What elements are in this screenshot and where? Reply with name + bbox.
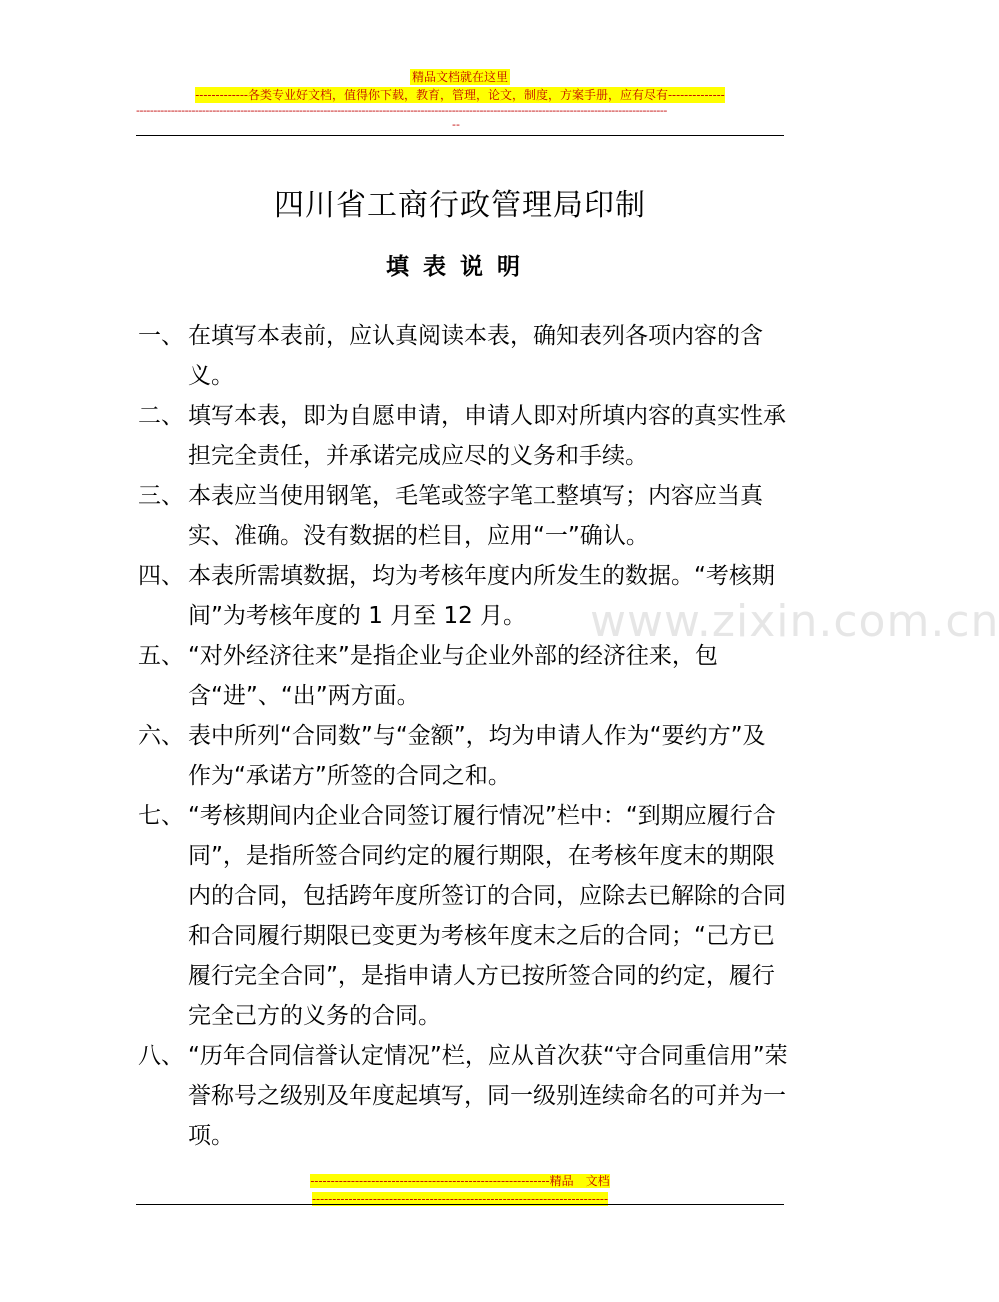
instruction-item [138,556,788,636]
instruction-item [138,396,788,476]
instruction-text: “考核期间内企业合同签订履行情况”栏中：“到期应履行合同”，是指所签合同约定的履行期限，在考核年度末的期限内的合同，包括跨年度所签订的合同，应除去已解除的合同和合同履行期限已变更为考核年度末之后的合同；“己方已履行完全合同”，是指申请人方已按所签合同的约定，履行完全己方的义务的合同。 [188,803,786,1029]
footer-banner-line-2-text: ------------------------------------------------------------------------- [312,1192,608,1206]
instruction-text: 在填写本表前，应认真阅读本表，确知表列各项内容的含义。 [188,323,763,389]
header-banner-title-text: 精品文档就在这里 [411,70,508,84]
instruction-item [138,1036,788,1156]
instruction-text: 表中所列“合同数”与“金额”，均为申请人作为“要约方”及作为“承诺方”所签的合同之和。 [188,723,766,789]
header-banner-line [0,84,920,103]
instruction-item [138,316,788,396]
instruction-item [138,796,788,1036]
instruction-text: “历年合同信誉认定情况”栏，应从首次获“守合同重信用”荣誉称号之级别及年度起填写，同一级别连续命名的可并为一项。 [188,1043,788,1149]
instruction-text: 填写本表，即为自愿申请，申请人即对所填内容的真实性承担完全责任，并承诺完成应尽的义务和手续。 [188,403,786,469]
header-banner-title [0,66,920,85]
header-dash-line: --------------------------------------------------------------------------------------------------------------------------------------------------------- [136,104,667,117]
header-divider [136,135,784,136]
instruction-list [138,316,788,1156]
instruction-number: 二、 [138,403,184,429]
instruction-number: 四、 [138,563,184,589]
instruction-number: 一、 [138,323,184,349]
instruction-number: 八、 [138,1043,184,1069]
header-banner-line-text: -------------各类专业好文档，值得你下载，教育，管理，论文，制度，方案手册，应有尽有-------------- [195,88,725,102]
instruction-text: “对外经济往来”是指企业与企业外部的经济往来，包含“进”、“出”两方面。 [188,643,718,709]
header-dash-line-continuation: -- [452,118,460,131]
instruction-text: 本表应当使用钢笔，毛笔或签字笔工整填写；内容应当真实、准确。没有数据的栏目，应用“一”确认。 [188,483,763,549]
instruction-number: 六、 [138,723,184,749]
document-title: 四川省工商行政管理局印制 [274,188,646,223]
instruction-item [138,716,788,796]
instruction-item [138,636,788,716]
footer-banner-line-1-text: -----------------------------------------------------------精品 文档 [310,1174,610,1188]
instruction-number: 三、 [138,483,184,509]
instruction-number: 五、 [138,643,184,669]
instruction-text: 本表所需填数据，均为考核年度内所发生的数据。“考核期间”为考核年度的 1 月至 12 月。 [188,563,775,629]
footer-banner-line-1 [0,1170,920,1189]
instruction-number: 七、 [138,803,184,829]
footer-divider [136,1204,784,1205]
watermark: www.zixin.com.cn [590,596,999,647]
document-subtitle: 填表说明 [386,253,534,280]
instruction-item [138,476,788,556]
